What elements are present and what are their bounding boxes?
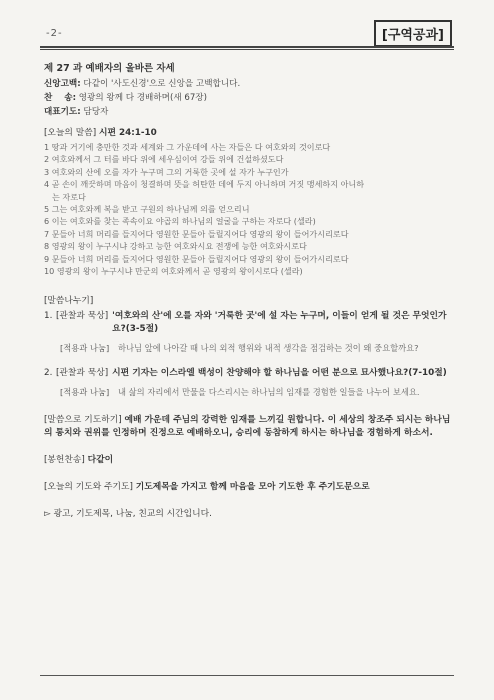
meta-label: 찬 송: [44, 93, 77, 103]
verse: 5 그는 여호와께 복을 받고 구원의 하나님께 의를 얻으리니 [44, 204, 250, 215]
scripture-reference: 시편 24:1-10 [98, 128, 157, 138]
closing-prayer-section [44, 481, 452, 494]
prayer-heading: [말씀으로 기도하기] [44, 415, 122, 426]
meta-label: 신앙고백: [44, 79, 81, 89]
prayer-section [44, 414, 452, 440]
scripture-heading [44, 127, 452, 140]
question-2-application [44, 386, 452, 399]
offering-heading: [봉헌찬송] [44, 455, 85, 466]
verse: 3 여호와의 산에 오를 자가 누구며 그의 거룩한 곳에 설 자가 누구인가 [44, 166, 289, 177]
question-text: '여호와의 산'에 오를 자와 '거룩한 곳'에 설 자는 누구며, 이들이 얻게 될 것은 무엇인가요?(3-5절) [112, 311, 447, 335]
closing-prayer-text: 기도제목을 가지고 함께 마음을 모아 기도한 후 주기도문으로 [135, 482, 370, 493]
page-number: -2- [46, 28, 63, 39]
question-number: 1. [44, 311, 53, 322]
meta-confession [44, 77, 452, 91]
question-tag: [관찰과 묵상] [56, 311, 109, 322]
question-2 [44, 367, 452, 380]
question-number: 2. [44, 367, 53, 378]
lesson-content [44, 60, 452, 521]
closing-prayer-heading: [오늘의 기도와 주기도] [44, 482, 133, 493]
meta-prayer [44, 105, 452, 119]
lesson-title: 제 27 과 예배자의 올바른 자세 [44, 63, 175, 74]
sharing-heading: [말씀나누기] [44, 296, 94, 307]
meta-value: 담당자 [83, 107, 109, 117]
verse: 2 여호와께서 그 터를 바다 위에 세우심이여 강들 위에 건설하셨도다 [44, 154, 284, 165]
verse: 4 곧 손이 깨끗하며 마음이 청결하며 뜻을 허탄한 데에 두지 아니하며 거짓 맹세하지 아니하 는 자로다 [44, 179, 365, 202]
meta-label: 대표기도: [44, 107, 81, 117]
meta-block [44, 77, 452, 119]
application-tag: [적용과 나눔] [60, 343, 110, 354]
question-1-application [44, 342, 452, 355]
meta-value: 다같이 '사도신경'으로 신앙을 고백합니다. [83, 79, 241, 89]
announcement [44, 508, 452, 521]
verse: 10 영광의 왕이 누구시냐 만군의 여호와께서 곧 영광의 왕이시로다 (셀라) [44, 266, 303, 277]
meta-value: 영광의 왕께 다 경배하며(새 67장) [78, 93, 207, 103]
announcement-text: ▻ 광고, 기도제목, 나눔, 친교의 시간입니다. [44, 509, 212, 520]
scripture-label: [오늘의 말씀] [44, 128, 97, 138]
prayer-text: 예배 가운데 주님의 강력한 임재를 느끼길 원합니다. 이 세상의 창조주 되시는 하나님의 통치와 권위를 인정하며 진정으로 예배하오니, 승리에 동참하게 하시는 하나님을 경험하게 하소서. [44, 415, 451, 439]
offering-section [44, 454, 452, 467]
verse: 1 땅과 거기에 충만한 것과 세계와 그 가운데에 사는 자들은 다 여호와의 것이로다 [44, 142, 331, 152]
meta-hymn [44, 91, 452, 105]
question-tag: [관찰과 묵상] [56, 367, 109, 378]
verse: 9 문들아 너희 머리를 들지어다 영원한 문들아 들릴지어다 영광의 왕이 들어가시리로다 [44, 253, 349, 264]
verse: 8 영광의 왕이 누구시냐 강하고 능한 여호와시요 전쟁에 능한 여호와시로다 [44, 241, 307, 252]
verse-list [44, 141, 452, 277]
verse: 6 이는 여호와를 찾는 족속이요 야곱의 하나님의 얼굴을 구하는 자로다 (셀라) [44, 216, 316, 227]
top-rule [40, 46, 454, 50]
bottom-rule [40, 675, 454, 676]
question-text: 시편 기자는 이스라엘 백성이 찬양해야 할 하나님을 어떤 분으로 묘사했나요?(7-10절) [112, 367, 447, 378]
application-text: 하나님 앞에 나아갈 때 나의 외적 행위와 내적 생각을 점검하는 것이 왜 중요할까요? [118, 343, 419, 354]
application-tag: [적용과 나눔] [60, 386, 110, 397]
offering-text: 다같이 [87, 455, 114, 466]
application-text: 내 삶의 자리에서 만물을 다스리시는 하나님의 임재를 경험한 일들을 나누어 보세요. [118, 386, 420, 397]
verse: 7 문들아 너희 머리를 들지어다 영원한 문들아 들릴지어다 영광의 왕이 들어가시리로다 [44, 228, 349, 239]
question-1 [44, 310, 452, 336]
section-tag: [구역공과] [374, 20, 452, 47]
